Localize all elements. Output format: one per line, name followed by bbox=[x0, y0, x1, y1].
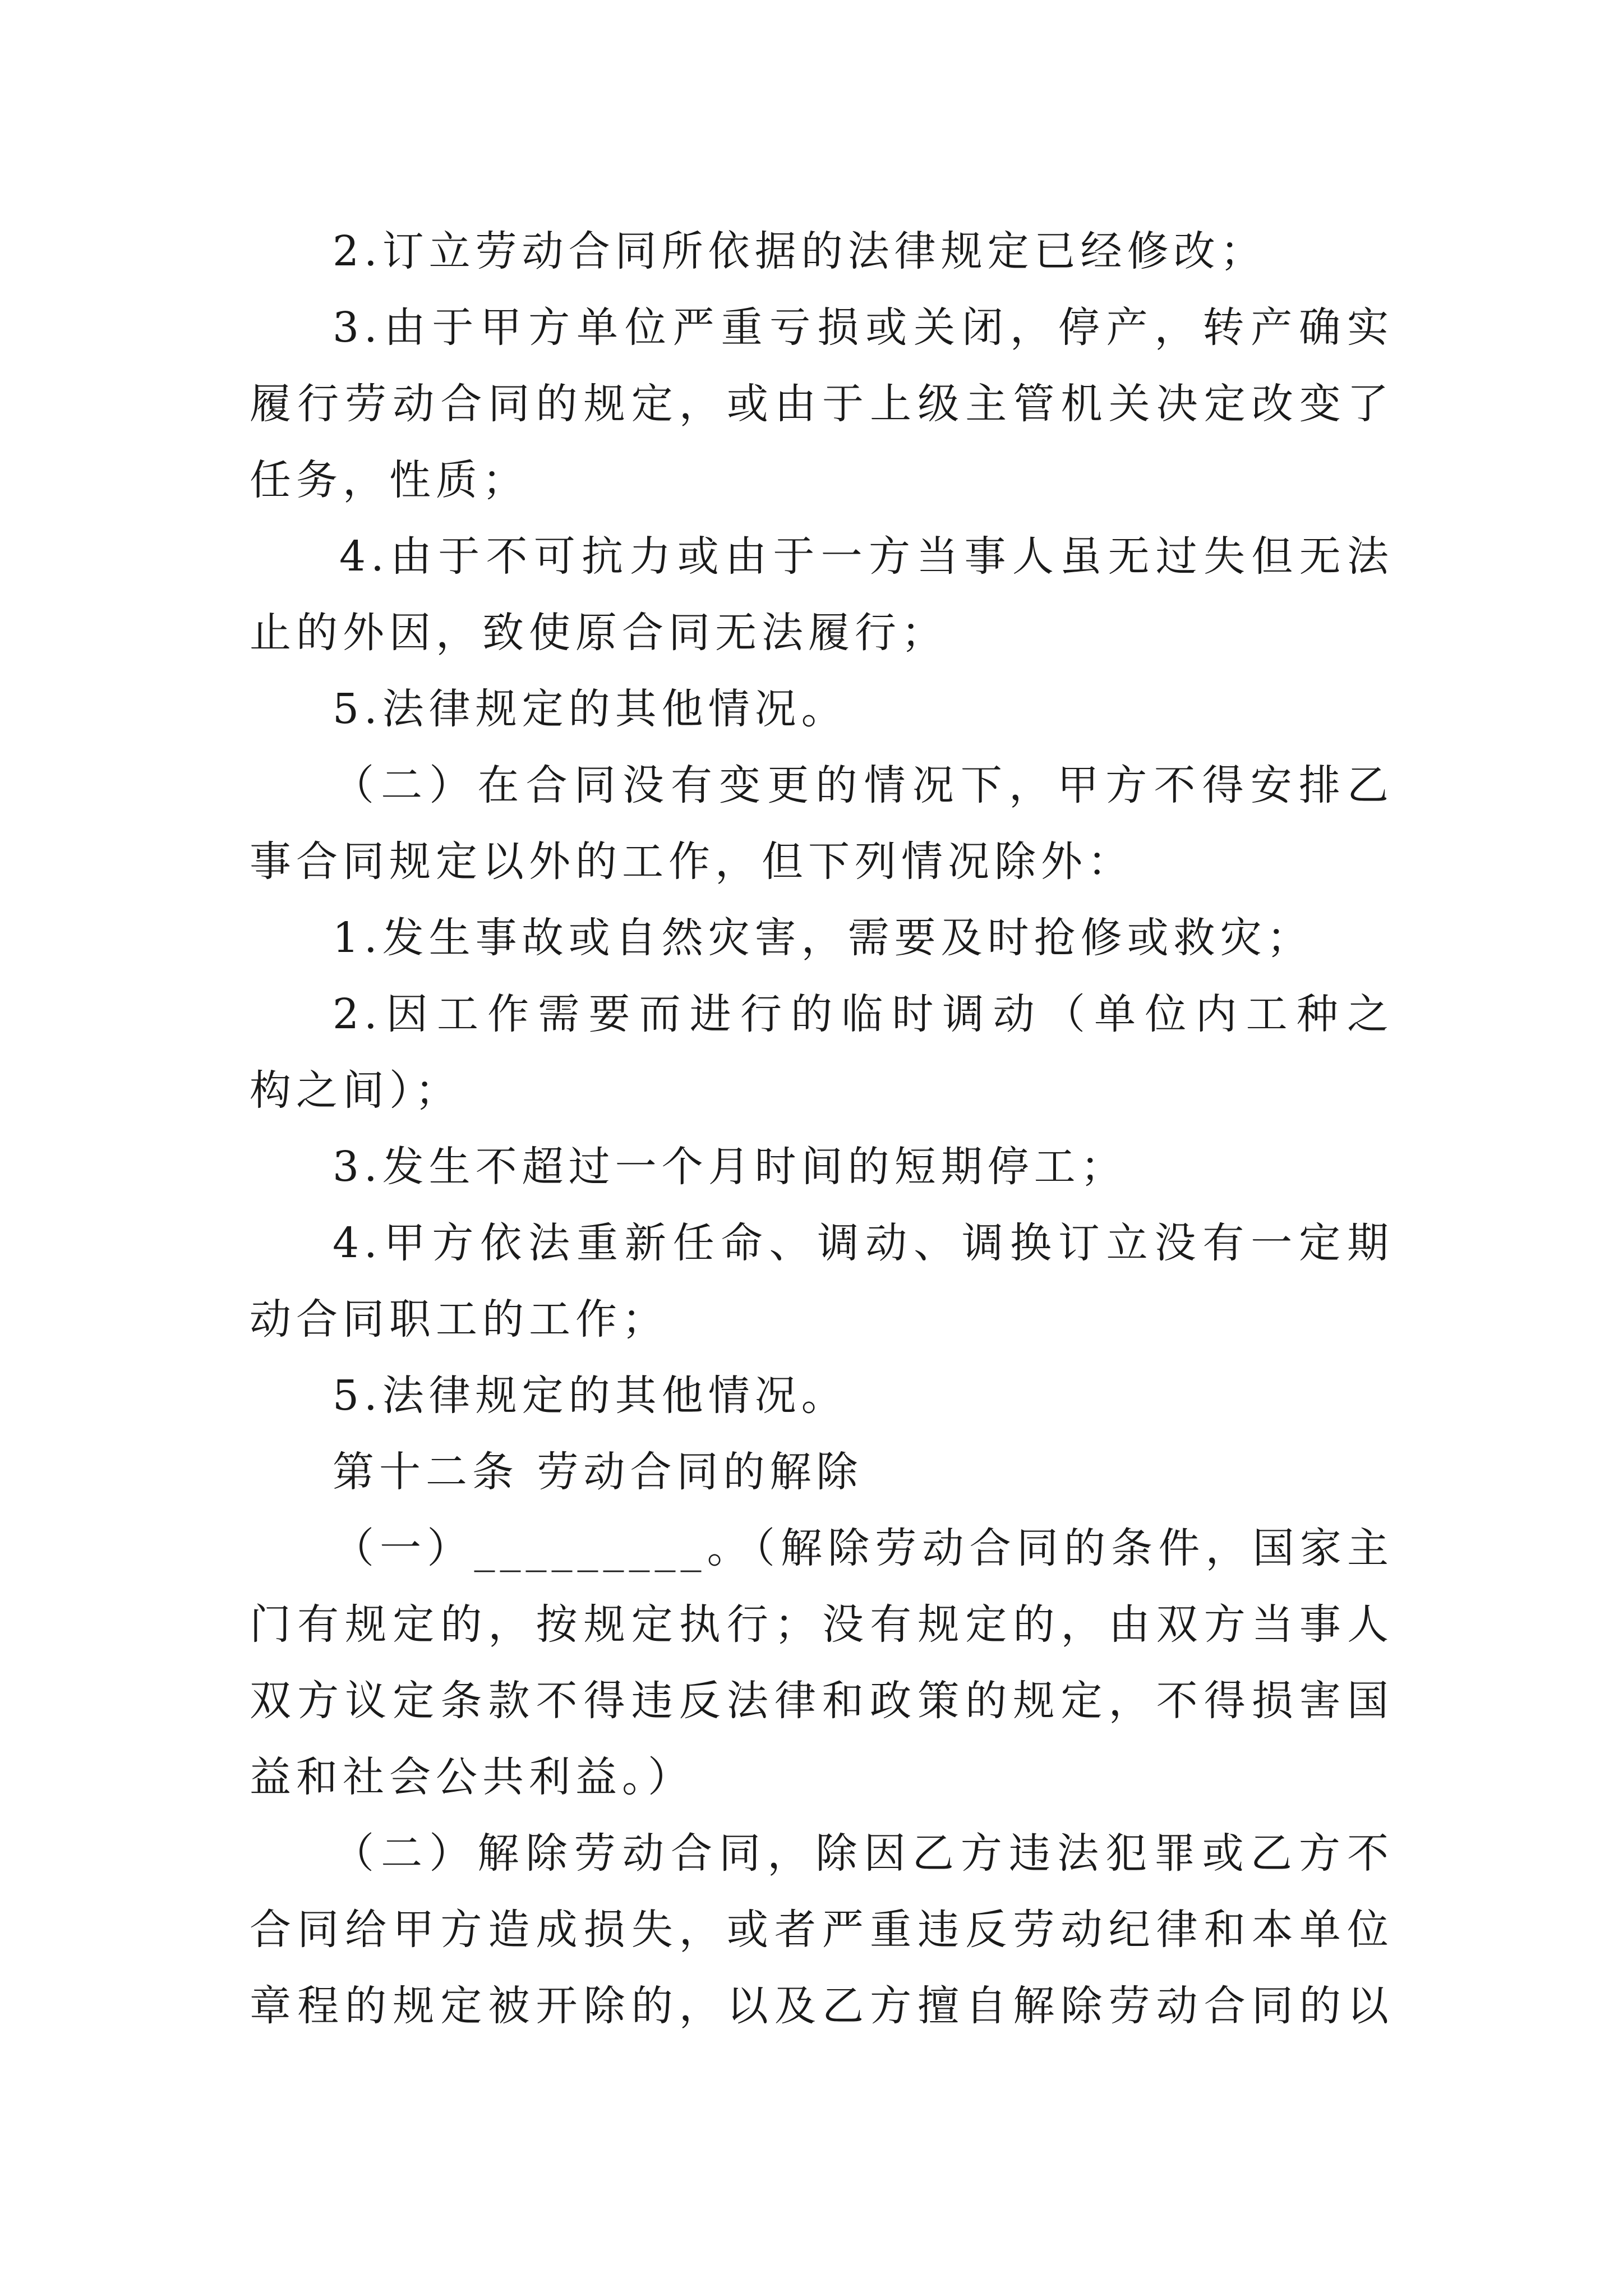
paragraph-line: 止的外因，致使原合同无法履行； bbox=[250, 609, 948, 657]
paragraph-line: 门有规定的，按规定执行；没有规定的，由双方当事人 bbox=[250, 1600, 1394, 1649]
paragraph-line: 章程的规定被开除的，以及乙方擅自解除劳动合同的以 bbox=[250, 1982, 1394, 2030]
paragraph-line: 动合同职工的工作； bbox=[250, 1295, 668, 1343]
document-page bbox=[250, 213, 1394, 2044]
paragraph-line: 2.因工作需要而进行的临时调动（单位内工种之 bbox=[333, 990, 1394, 1038]
paragraph-line: 5.法律规定的其他情况。 bbox=[333, 1372, 848, 1420]
paragraph-line: （二）解除劳动合同，除因乙方违法犯罪或乙方不 bbox=[333, 1829, 1394, 1878]
paragraph-line: （一）_________。（解除劳动合同的条件，国家主 bbox=[333, 1524, 1394, 1572]
section-heading: 第十二条 劳动合同的解除 bbox=[333, 1448, 863, 1496]
paragraph-line: 合同给甲方造成损失，或者严重违反劳动纪律和本单位 bbox=[250, 1906, 1394, 1954]
paragraph-line: 4.由于不可抗力或由于一方当事人虽无过失但无法 bbox=[339, 532, 1394, 581]
paragraph-line: 2.订立劳动合同所依据的法律规定已经修改； bbox=[333, 227, 1267, 275]
paragraph-line: 5.法律规定的其他情况。 bbox=[333, 685, 848, 733]
paragraph-line: 双方议定条款不得违反法律和政策的规定，不得损害国 bbox=[250, 1677, 1394, 1725]
paragraph-line: （二）在合同没有变更的情况下，甲方不得安排乙 bbox=[333, 761, 1394, 809]
paragraph-line: 4.甲方依法重新任命、调动、调换订立没有一定期 bbox=[333, 1219, 1394, 1267]
paragraph-line: 履行劳动合同的规定，或由于上级主管机关决定改变了 bbox=[250, 380, 1394, 428]
paragraph-line: 构之间）； bbox=[250, 1066, 462, 1115]
paragraph-line: 3.发生不超过一个月时间的短期停工； bbox=[333, 1143, 1127, 1191]
paragraph-line: 任务，性质； bbox=[250, 456, 529, 504]
paragraph-line: 益和社会公共利益。） bbox=[250, 1753, 694, 1801]
paragraph-line: 事合同规定以外的工作，但下列情况除外： bbox=[250, 838, 1134, 886]
paragraph-line: 3.由于甲方单位严重亏损或关闭，停产，转产确实 bbox=[333, 303, 1394, 352]
paragraph-line: 1.发生事故或自然灾害，需要及时抢修或救灾； bbox=[333, 914, 1313, 962]
